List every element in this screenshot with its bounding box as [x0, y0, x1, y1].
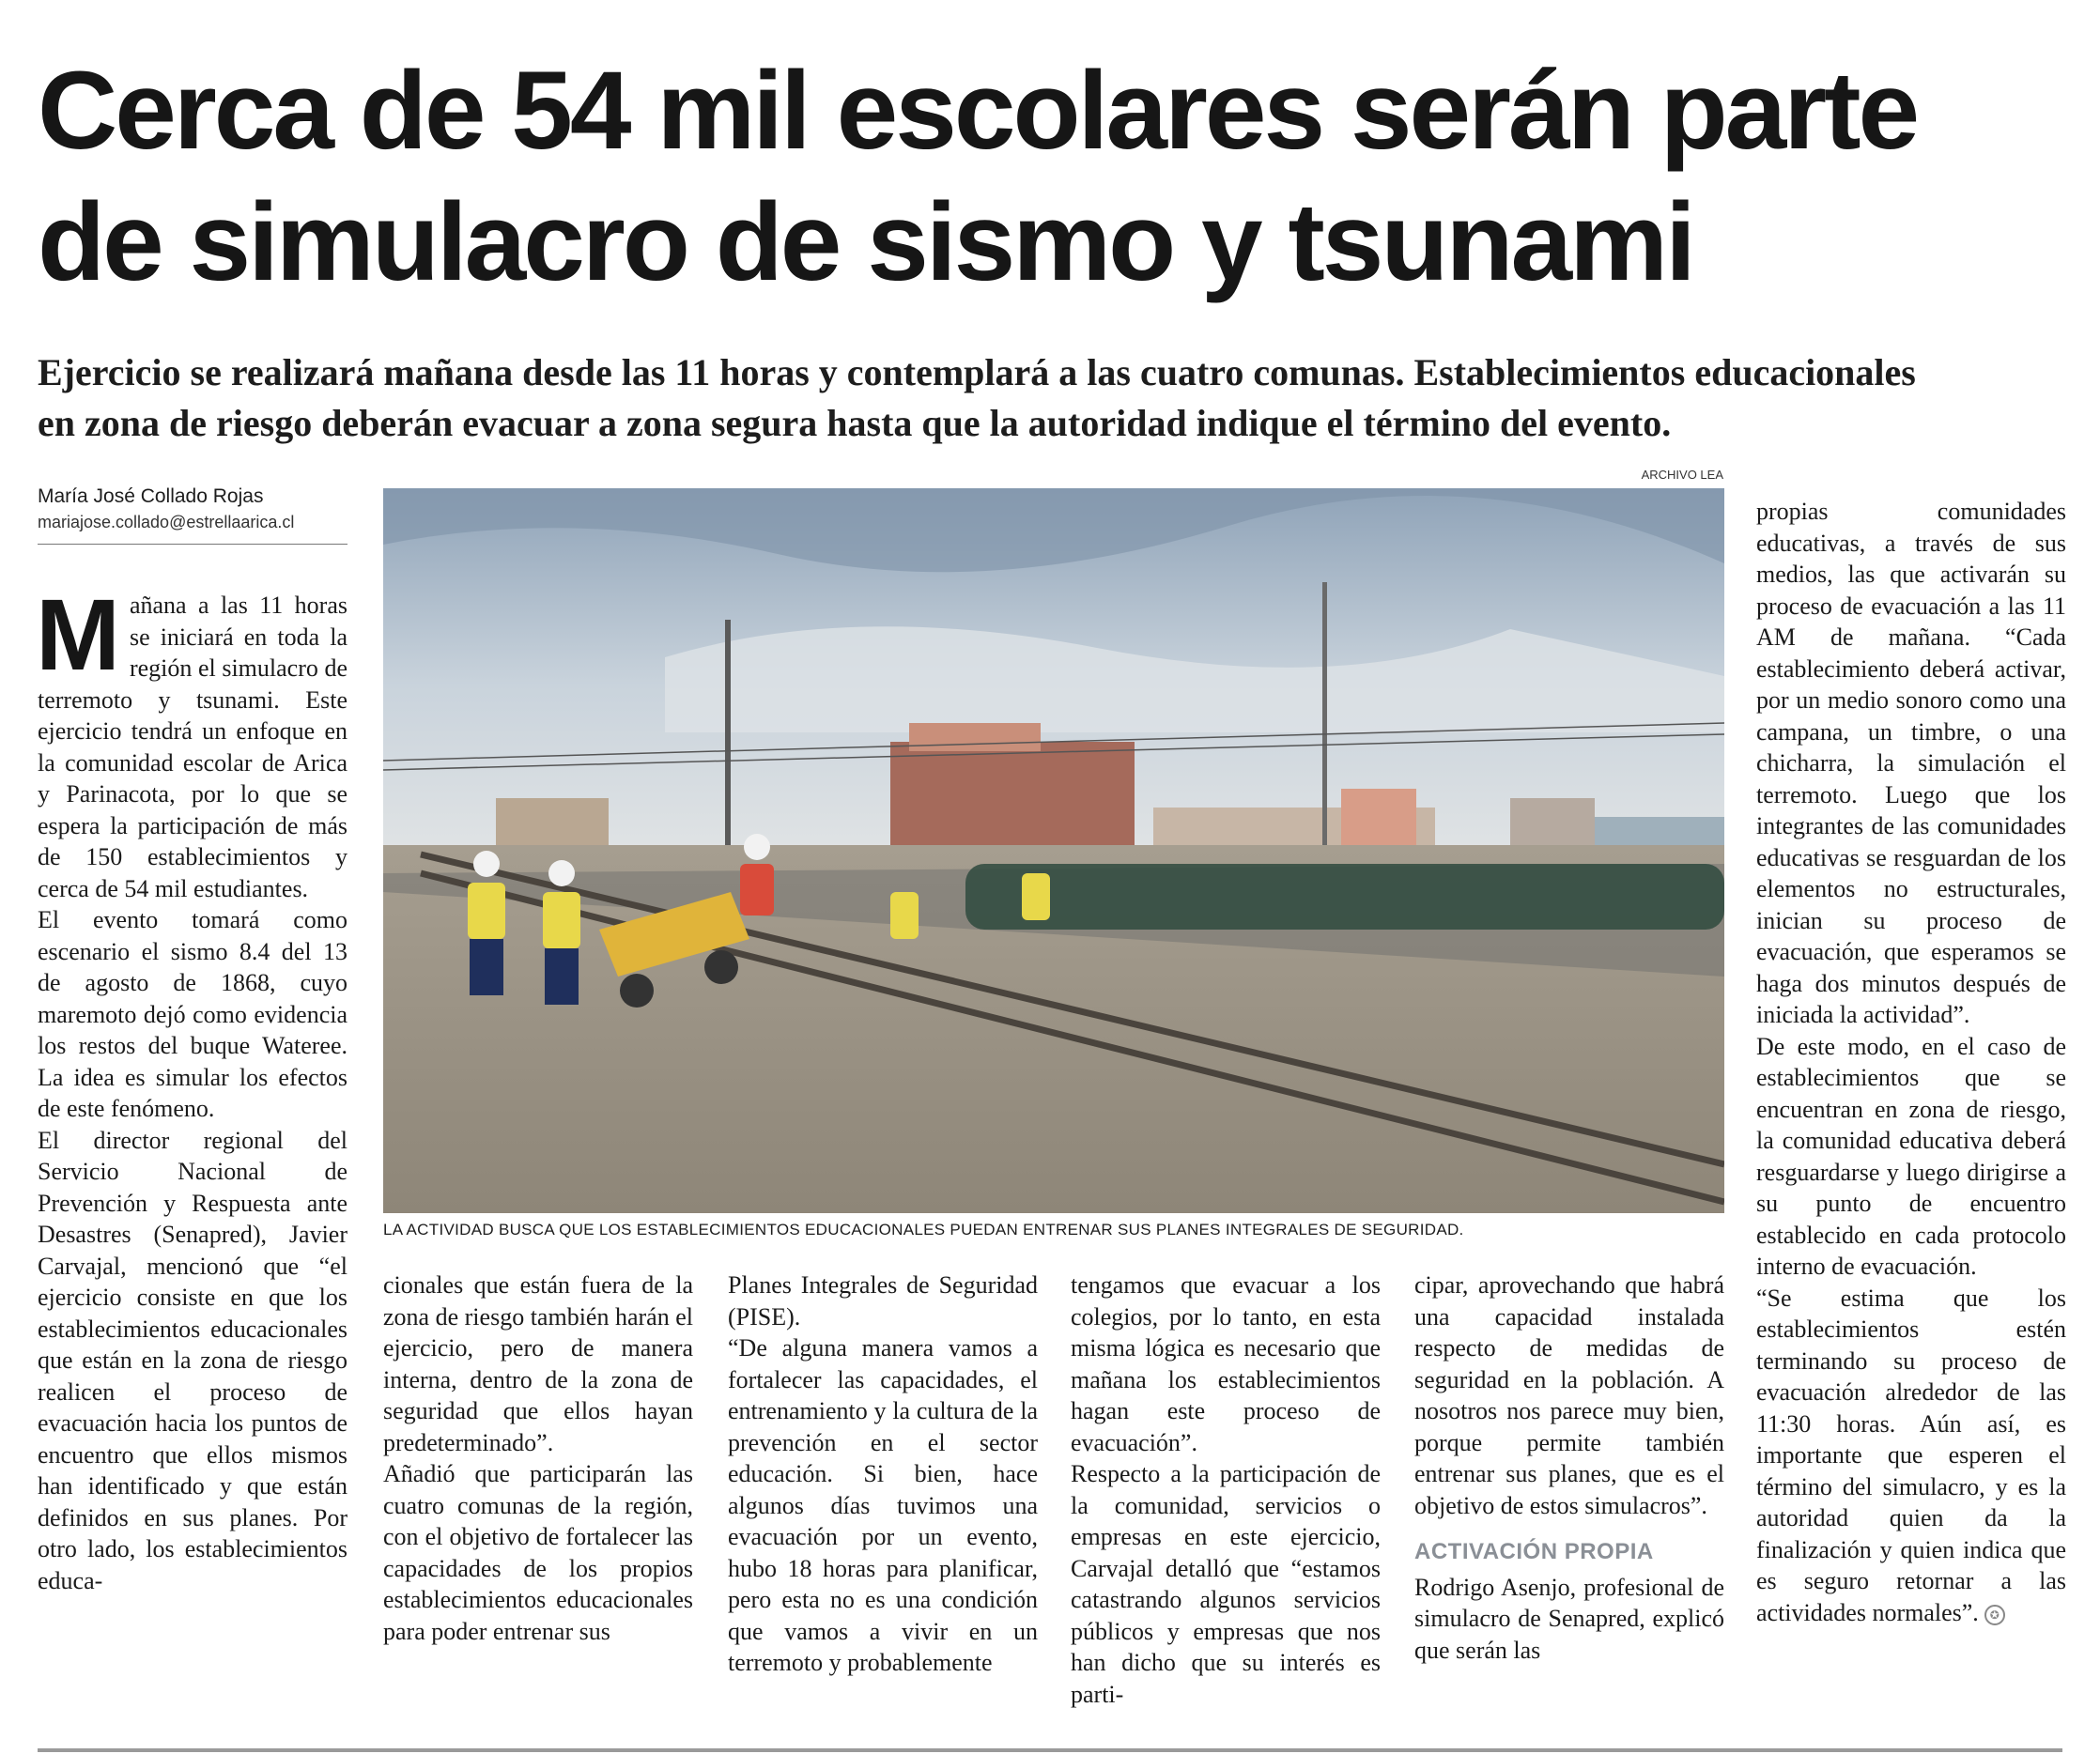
photo-caption: LA ACTIVIDAD BUSCA QUE LOS ESTABLECIMIENTOS EDUCACIONALES PUEDAN ENTRENAR SUS PLANES INTEGRALES DE SEGURIDAD. — [383, 1221, 1464, 1239]
article-photo — [383, 488, 1724, 1213]
headline-line-1: Cerca de 54 mil escolares serán parte — [38, 49, 1918, 173]
paragraph: El director regional del Servicio Nacional de Prevención y Respuesta ante Desastres (Senapred), Javier Carvajal, mencionó que “el ejercicio consiste en que los establecimientos educacionales que están en la zona de riesgo realicen el proceso de evacuación hacia los puntos de encuentro que ellos mismos han identificado y que están definidos en sus planes. Por otro lado, los establecimientos educa- — [38, 1126, 347, 1594]
evacuation-photo-illustration — [383, 488, 1724, 1213]
paragraph: propias comunidades educativas, a través de sus medios, las que activarán su proceso de evacuación a las 11 AM de mañana. “Cada establecimiento deberá activar, por un medio sonoro como una campana, un timbre, o una chicharra, la simulación el terremoto. Luego que los integrantes de las comunidades educativas se resguardan de los elementos no estructurales, inician su proceso de evacuación, que esperamos se haga dos minutos después de iniciada la actividad”. — [1756, 498, 2066, 1028]
article-column-4 — [1071, 1269, 1381, 1710]
author-email: mariajose.collado@estrellaarica.cl — [38, 510, 347, 545]
drop-cap: M — [36, 577, 120, 691]
section-subtitle: ACTIVACIÓN PROPIA — [1414, 1539, 1654, 1564]
paragraph — [36, 577, 347, 904]
paragraph: cionales que están fuera de la zona de riesgo también harán el ejercicio, pero de manera interna, dentro de la zona de seguridad que ellos hayan predeterminado”. — [383, 1271, 693, 1456]
paragraph: Respecto a la participación de la comunidad, servicios o empresas en este ejercicio, Carvajal detalló que “estamos catastrando algunos servicios públicos y empresas que nos han dicho que su interés es parti- — [1071, 1460, 1381, 1708]
headline-line-2: de simulacro de sismo y tsunami — [38, 180, 1693, 304]
paragraph: Rodrigo Asenjo, profesional de simulacro de Senapred, explicó que serán las — [1414, 1573, 1724, 1664]
paragraph: El evento tomará como escenario el sismo 8.4 del 13 de agosto de 1868, cuyo maremoto dejó como evidencia los restos del buque Wateree. La idea es simular los efectos de este fenómeno. — [38, 906, 347, 1122]
headline — [38, 45, 2066, 308]
byline — [38, 484, 347, 545]
article-column-3 — [728, 1269, 1038, 1679]
paragraph: “De alguna manera vamos a fortalecer las capacidades, el entrenamiento y la cultura de la prevención en el sector educación. Si bien, hace algunos días tuvimos una evacuación por un evento, hubo 18 horas para planificar, pero esta no es una condición que vamos a vivir en un terremoto y probablemente — [728, 1334, 1038, 1676]
lead-text: añana a las 11 horas se iniciará en toda la región el simulacro de terremoto y tsunami. Este ejercicio tendrá un enfoque en la comunidad escolar de Arica y Parinacota, por lo que se espera la participación de más de 150 establecimientos y cerca de 54 mil estudiantes. — [38, 592, 347, 902]
bottom-rule — [38, 1748, 2062, 1752]
author-name: María José Collado Rojas — [38, 485, 264, 507]
paragraph: tengamos que evacuar a los colegios, por lo tanto, en esta misma lógica es necesario que mañana los establecimientos hagan este proceso de evacuación”. — [1071, 1271, 1381, 1456]
paragraph: Añadió que participarán las cuatro comunas de la región, con el objetivo de fortalecer las capacidades de los propios establecimientos educacionales para poder entrenar sus — [383, 1460, 693, 1645]
subheadline — [38, 347, 2066, 449]
subheadline-line-2: en zona de riesgo deberán evacuar a zona segura hasta que la autoridad indique el término del evento. — [38, 402, 1672, 444]
end-of-article-icon: ✪ — [1984, 1605, 2005, 1625]
paragraph: Planes Integrales de Seguridad (PISE). — [728, 1271, 1038, 1331]
article-column-5 — [1414, 1269, 1724, 1666]
paragraph: De este modo, en el caso de establecimientos que se encuentran en zona de riesgo, la comunidad educativa deberá resguardarse y luego dirigirse a su punto de encuentro establecido en cada protocolo interno de evacuación. — [1756, 1032, 2066, 1280]
article-column-1 — [36, 577, 347, 1596]
closing-quote: “Se estima que los establecimientos estén terminando su proceso de evacuación alrededor de las 11:30 horas. Aún así, es importante que esperen el término del simulacro, y es la autoridad quien da la finalización y quien indica que es seguro retornar a las actividades normales”. — [1756, 1284, 2066, 1626]
paragraph: cipar, aprovechando que habrá una capacidad instalada respecto de medidas de seguridad en la población. A nosotros nos parece muy bien, porque permite también entrenar sus planes, que es el objetivo de estos simulacros”. — [1414, 1271, 1724, 1519]
paragraph — [1756, 1283, 2066, 1629]
article-column-6 — [1756, 496, 2066, 1628]
subheadline-line-1: Ejercicio se realizará mañana desde las 11 horas y contemplará a las cuatro comunas. Establecimientos educacionales — [38, 351, 1916, 393]
photo-credit: ARCHIVO LEA — [1641, 468, 1723, 482]
article-column-2 — [383, 1269, 693, 1647]
